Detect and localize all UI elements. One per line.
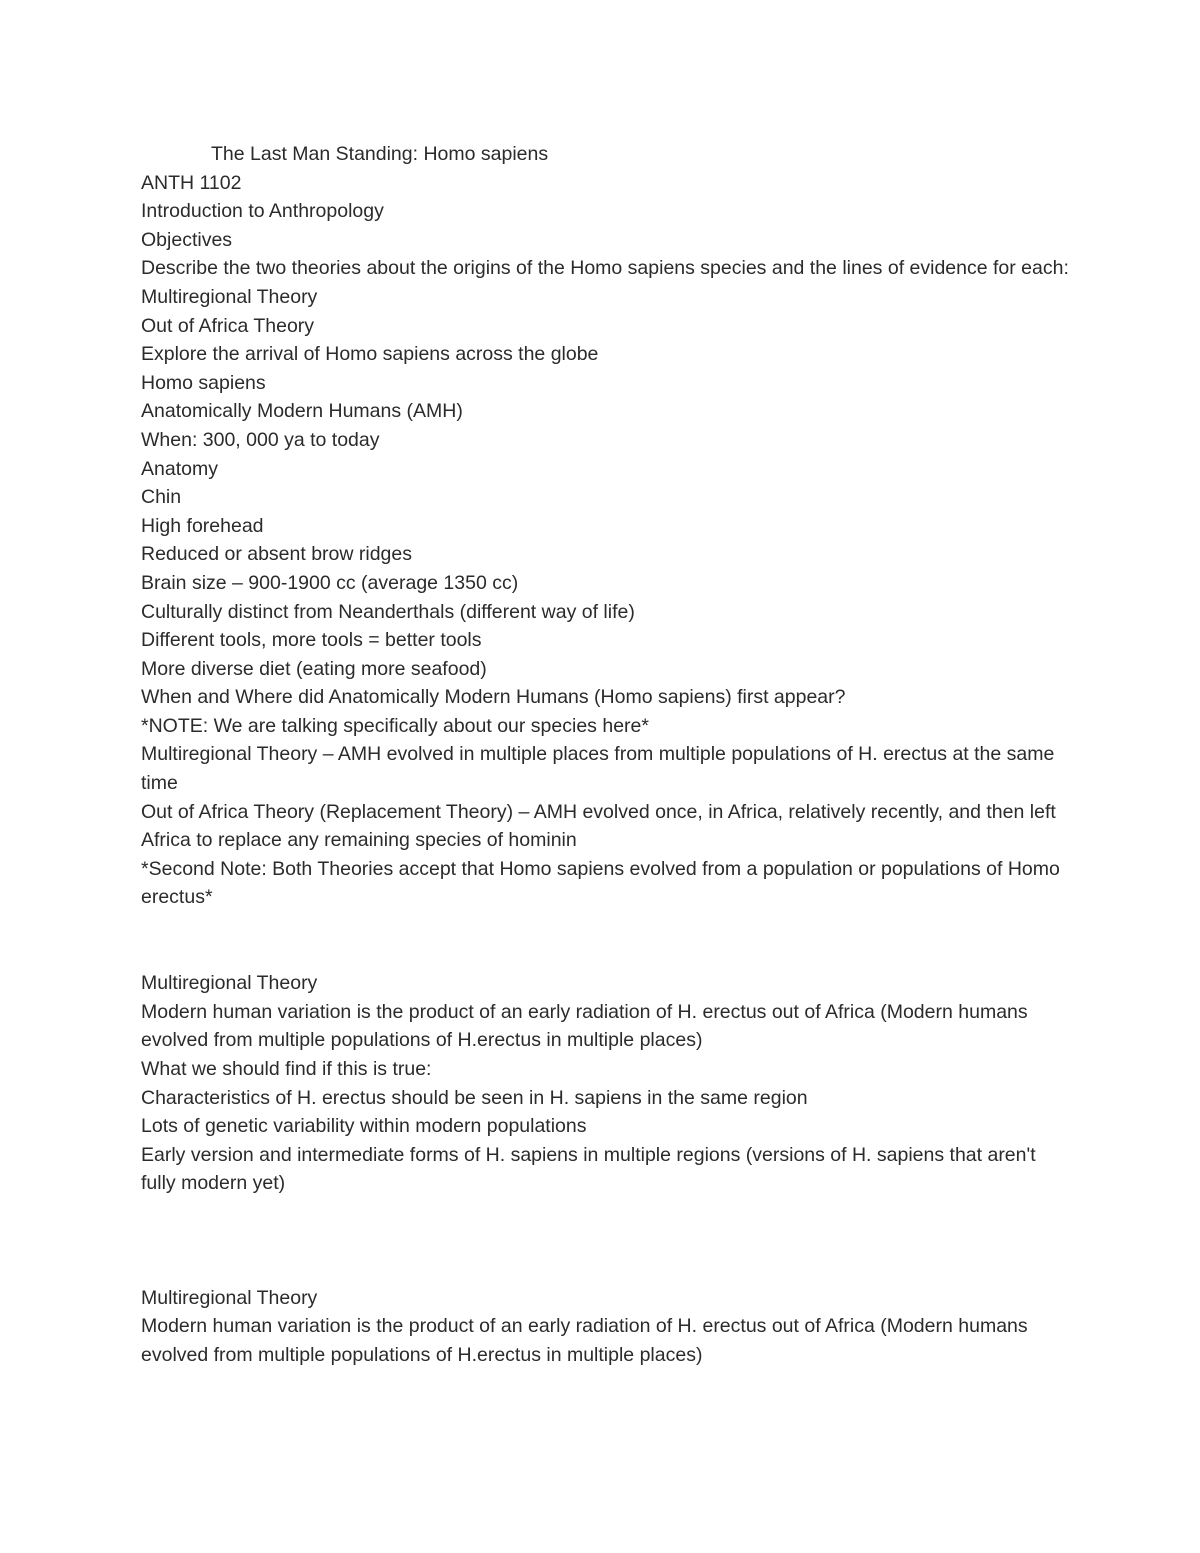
course-code: ANTH 1102 [141, 171, 242, 194]
diet-line: More diverse diet (eating more seafood) [141, 657, 487, 680]
objective-1a: Multiregional Theory [141, 285, 318, 308]
section-3-description: Modern human variation is the product of an early radiation of H. erectus out of Africa (Modern humans evolved from multiple populations of H.erectus in multiple places) [141, 1315, 1028, 1366]
section-2-find: What we should find if this is true: [141, 1058, 432, 1080]
brain-line: Brain size – 900-1900 cc (average 1350 cc) [141, 571, 519, 594]
section-2-item-2: Lots of genetic variability within modern populations [141, 1115, 587, 1138]
amh-line: Anatomically Modern Humans (AMH) [141, 400, 463, 423]
out-of-africa-definition: Out of Africa Theory (Replacement Theory) – AMH evolved once, in Africa, relatively recently, and then left Africa to replace any remaining species of hominin [141, 800, 1056, 852]
section-2-heading: Multiregional Theory [141, 972, 318, 995]
note-line: *NOTE: We are talking specifically about our species here* [141, 714, 649, 737]
objectives-heading: Objectives [141, 228, 233, 251]
section-3-heading: Multiregional Theory [141, 1286, 318, 1309]
multiregional-definition: Multiregional Theory – AMH evolved in multiple places from multiple populations of H. erectus at the same time [141, 743, 1055, 795]
culture-line: Culturally distinct from Neanderthals (different way of life) [141, 600, 635, 623]
document-title: The Last Man Standing: Homo sapiens [211, 143, 549, 165]
brow-line: Reduced or absent brow ridges [141, 543, 412, 566]
section-2-item-1: Characteristics of H. erectus should be seen in H. sapiens in the same region [141, 1086, 808, 1109]
forehead-line: High forehead [141, 514, 264, 537]
document-body [141, 140, 1071, 1370]
course-name: Introduction to Anthropology [141, 200, 384, 223]
blank-line [141, 1227, 1071, 1256]
blank-line [141, 912, 1071, 941]
homo-sapiens-heading: Homo sapiens [141, 371, 266, 394]
question-line: When and Where did Anatomically Modern Humans (Homo sapiens) first appear? [141, 686, 846, 709]
second-note: *Second Note: Both Theories accept that Homo sapiens evolved from a population or populations of Homo erectus* [141, 857, 1060, 909]
objective-2: Explore the arrival of Homo sapiens across the globe [141, 343, 599, 366]
anatomy-heading: Anatomy [141, 457, 218, 480]
blank-line [141, 941, 1071, 970]
objective-1b: Out of Africa Theory [141, 314, 315, 337]
tools-line: Different tools, more tools = better tools [141, 629, 482, 652]
chin-line: Chin [141, 486, 182, 509]
when-line: When: 300, 000 ya to today [141, 428, 380, 451]
section-2-item-3: Early version and intermediate forms of H. sapiens in multiple regions (versions of H. sapiens that aren't fully modern yet) [141, 1143, 1036, 1195]
objective-1: Describe the two theories about the origins of the Homo sapiens species and the lines of evidence for each: [141, 257, 1069, 280]
section-2-description: Modern human variation is the product of an early radiation of H. erectus out of Africa (Modern humans evolved from multiple populations of H.erectus in multiple places) [141, 1000, 1028, 1052]
blank-line [141, 1255, 1071, 1284]
blank-line [141, 1198, 1071, 1227]
